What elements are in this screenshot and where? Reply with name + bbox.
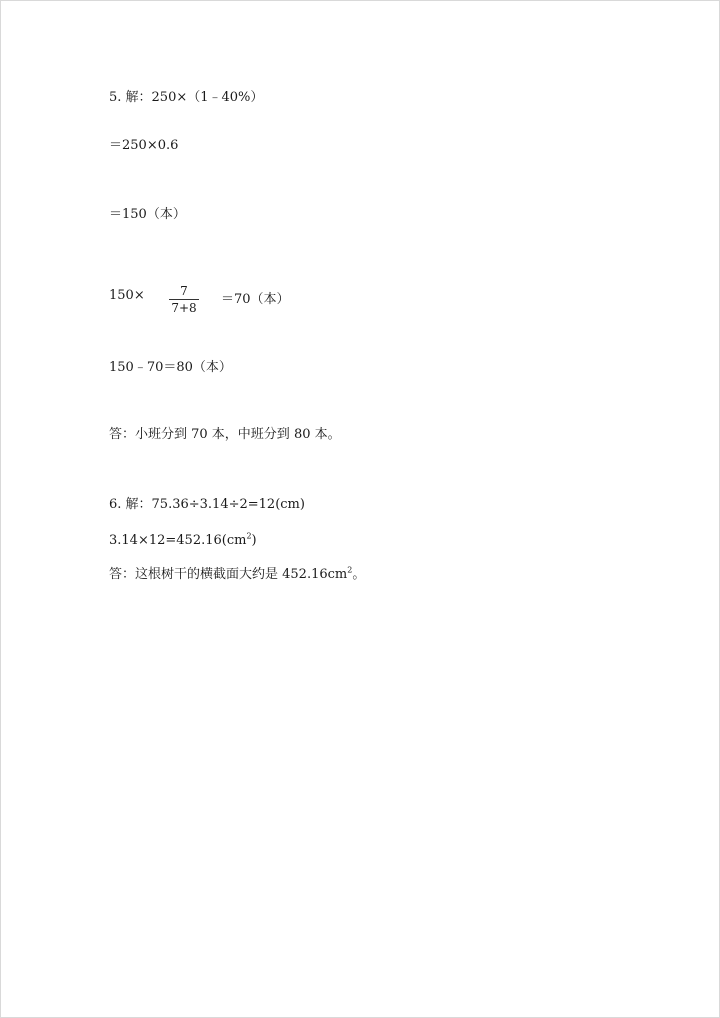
- fraction-bar: [169, 299, 199, 300]
- problem5-line1: 5. 解：250×（1﹣40%）: [109, 90, 264, 105]
- fraction-denominator: 7+8: [171, 301, 197, 315]
- fraction: [169, 284, 199, 315]
- problem6-answer-main: 答：这根树干的横截面大约是 452.16cm: [109, 567, 348, 582]
- fraction-lhs: 150×: [109, 288, 145, 303]
- problem6-answer: [109, 567, 365, 583]
- problem5-line5: 150﹣70＝80（本）: [109, 360, 232, 375]
- fraction-numerator: 7: [180, 284, 188, 298]
- problem5-line3: ＝150（本）: [109, 207, 186, 222]
- fraction-rhs: ＝70（本）: [221, 292, 290, 307]
- problem5-answer: 答：小班分到 70 本，中班分到 80 本。: [109, 427, 341, 442]
- problem6-answer-sup: 2: [347, 565, 353, 575]
- problem6-line1: 6. 解：75.36÷3.14÷2=12(cm): [109, 497, 305, 512]
- problem6-line2-main: 3.14×12=452.16(cm: [109, 533, 247, 548]
- problem6-line2-sup: 2: [246, 531, 252, 541]
- problem6-answer-tail: 。: [352, 567, 366, 582]
- problem6-line2-tail: ): [251, 533, 257, 548]
- problem5-line2: ＝250×0.6: [109, 138, 179, 153]
- problem6-line2: [109, 533, 257, 549]
